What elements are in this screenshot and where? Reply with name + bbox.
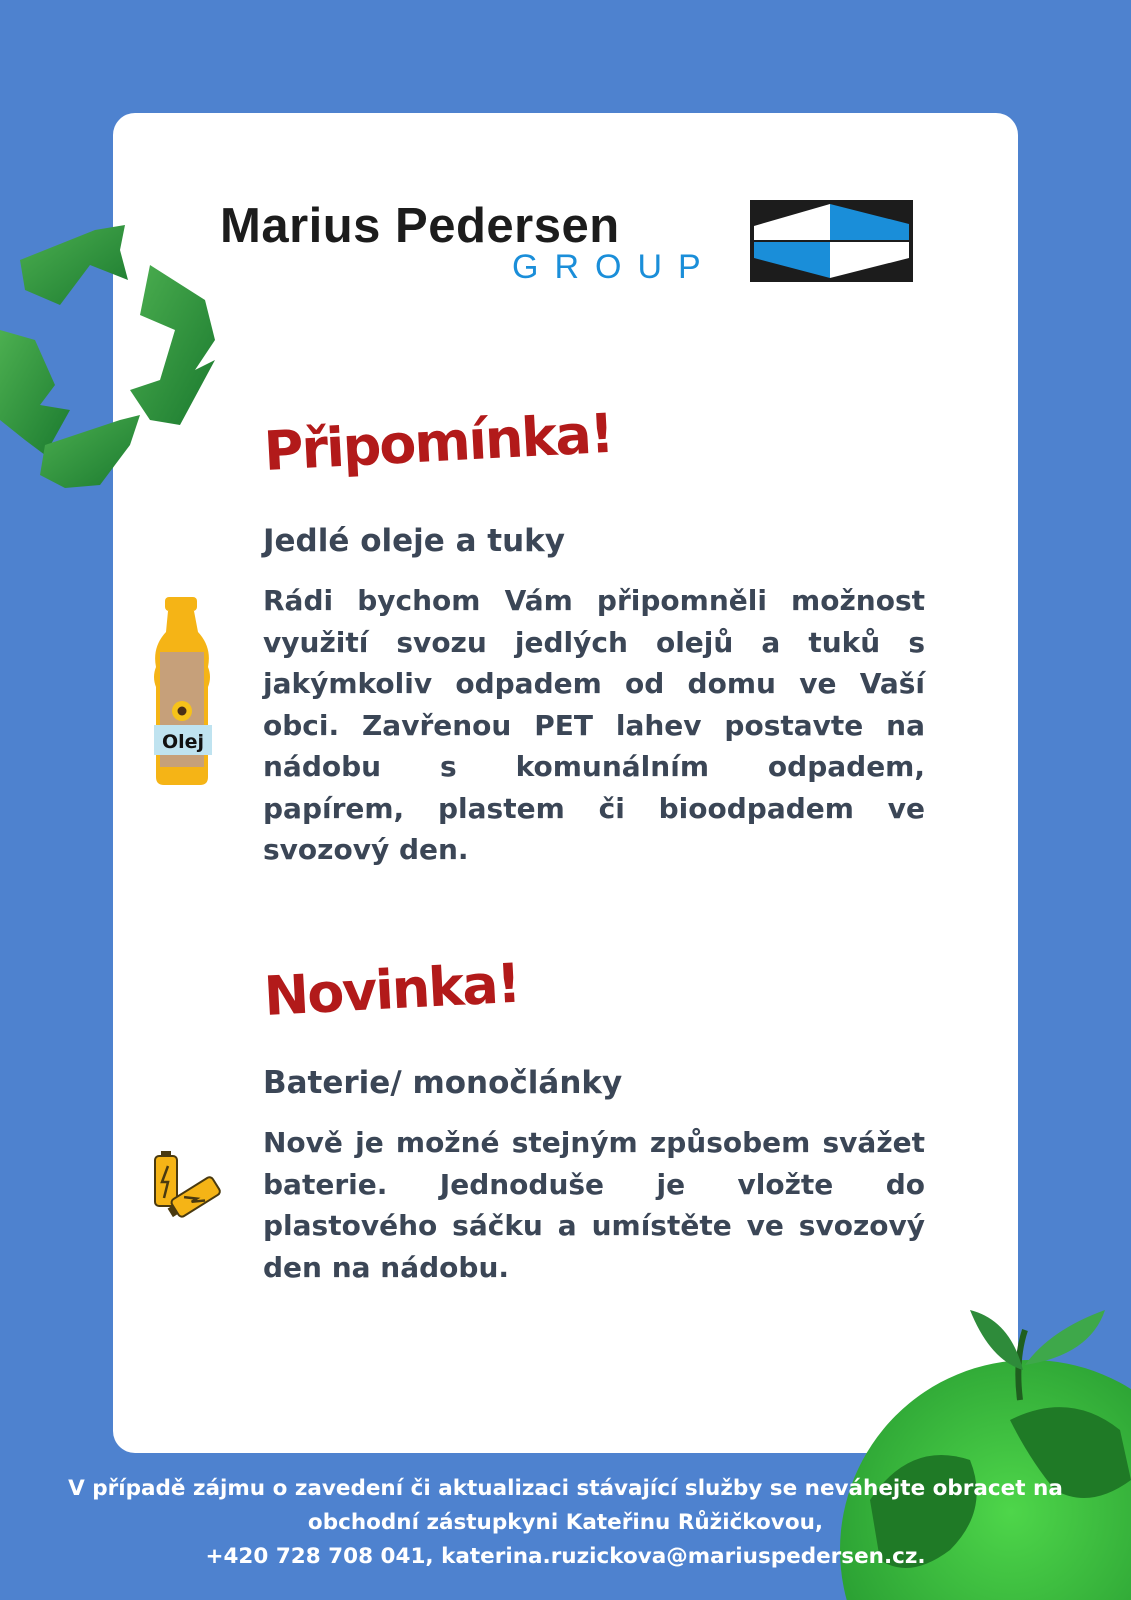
reminder-subheading: Jedlé oleje a tuky [263, 523, 566, 559]
battery-icon [152, 1148, 222, 1223]
news-heading: Novinka! [262, 951, 521, 1028]
logo-mark-icon [750, 200, 913, 282]
bottle-label: Olej [161, 731, 205, 753]
footer-line-2: obchodní zástupkyni Kateřinu Růžičkovou, [307, 1510, 824, 1535]
news-paragraph: Nově je možné stejným způsobem svážet baterie. Jednoduše je vložte do plastového sáčku a umístěte ve svozový den na nádobu. [263, 1126, 925, 1284]
reminder-paragraph: Rádi bychom Vám připomněli možnost využití svozu jedlých olejů a tuků s jakýmkoliv odpadem od domu ve Vaší obci. Zavřenou PET lahev postavte na nádobu s komunálním odpadem, papírem, plastem či bioodpadem ve svozový den. [263, 584, 925, 866]
reminder-heading: Připomínka! [262, 401, 614, 483]
oil-bottle-icon [150, 597, 216, 787]
company-logo [220, 198, 920, 288]
footer-line-1: V případě zájmu o zavedení či aktualizaci stávající služby se neváhejte obracet na [68, 1476, 1063, 1501]
footer-contact [20, 1472, 1111, 1574]
news-subheading: Baterie/ monočlánky [263, 1065, 623, 1101]
footer-line-3: +420 728 708 041, katerina.ruzickova@mariuspedersen.cz. [205, 1544, 926, 1569]
recycle-arrows-icon [0, 220, 220, 500]
logo-group: GROUP [512, 248, 717, 286]
logo-name: Marius Pedersen [220, 199, 620, 253]
